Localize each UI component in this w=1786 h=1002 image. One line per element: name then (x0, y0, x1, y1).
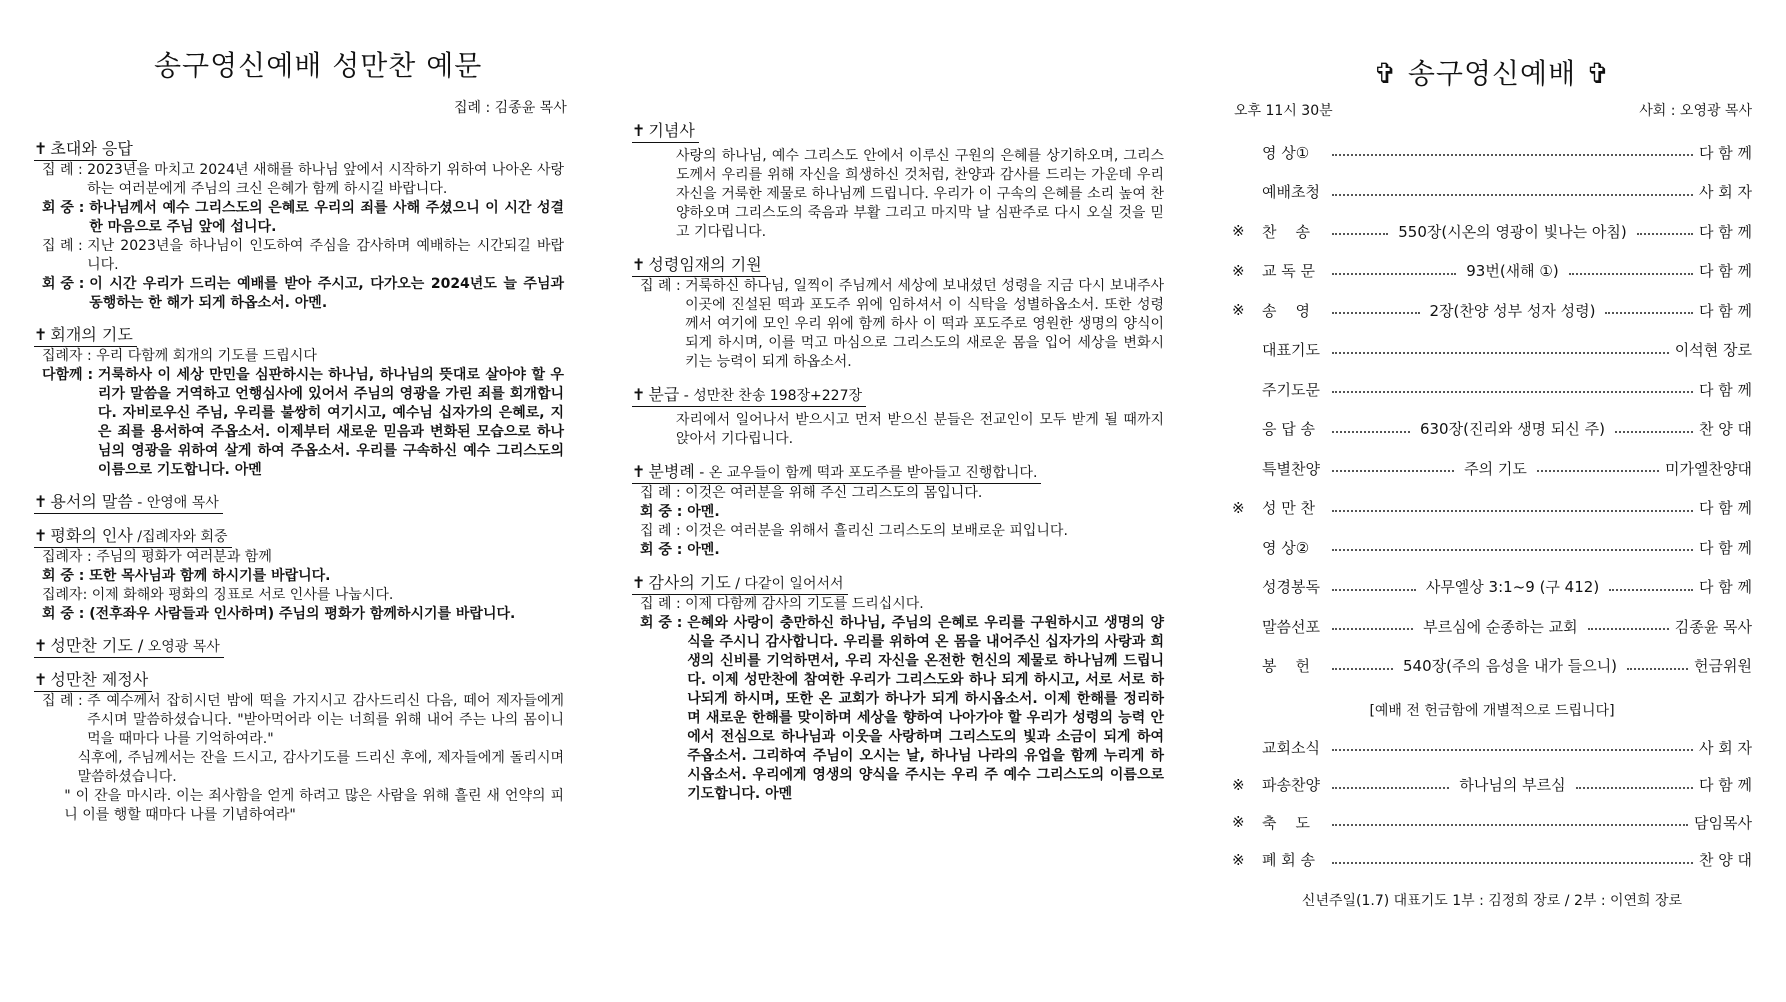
speaker-label: 회 중 : (640, 504, 688, 520)
liturgy-line (42, 586, 564, 605)
speaker-label: 집 례 : (640, 485, 686, 501)
liturgy-text: 이제 화해와 평화의 징표로 서로 인사를 나눕시다. (91, 587, 394, 603)
order-item-name: 봉 헌 (1262, 657, 1311, 675)
liturgy-line (640, 595, 1164, 614)
order-item-name: 폐 회 송 (1262, 851, 1316, 869)
liturgy-text: 주 예수께서 잡히시던 밤에 떡을 가지시고 감사드리신 다음, 떼어 제자들에게 주시며 말씀하셨습니다. "받아먹어라 이는 너희를 위해 내어 주는 나의 몸이니 먹을 때마다 나를 기억하여라." (87, 693, 564, 747)
required-mark: ※ (1232, 498, 1245, 517)
cross-icon: ✝ (34, 526, 48, 545)
section-heading (632, 382, 866, 407)
order-item-person: 사 회 자 (1698, 738, 1752, 757)
liturgy-text: 이것은 여러분을 위해서 흘리신 그리스도의 보배로운 피입니다. (685, 523, 1068, 539)
speaker-label: 집례자 : (42, 549, 97, 565)
leader-dots (1637, 233, 1693, 235)
speaker-label: 회 중 : (42, 200, 90, 216)
section (632, 459, 1164, 560)
order-item-person: 다 함 께 (1698, 776, 1752, 794)
section-subtitle: /집례자와 회중 (132, 529, 228, 545)
liturgy-text: 2023년을 마치고 2024년 새해를 하나님 앞에서 시작하기 위하여 나아온 사랑하는 여러분에게 주님의 크신 은혜가 함께 하시길 바랍니다. (87, 162, 564, 197)
liturgy-line (42, 749, 564, 787)
leader-dots (1332, 510, 1693, 512)
liturgy-text: 아멘. (687, 504, 720, 520)
liturgy-line (42, 692, 564, 749)
cross-icon-left: ✞ (1373, 57, 1398, 90)
leader-dots (1537, 470, 1659, 472)
required-mark: ※ (1232, 775, 1245, 794)
order-item (1232, 496, 1752, 520)
section-subtitle: 오영광 목사 (143, 639, 220, 655)
order-item-detail: 사무엘상 3:1~9 (구 412) (1425, 578, 1600, 596)
order-item (1232, 575, 1752, 599)
section-title: 용서의 말씀 (50, 492, 133, 511)
leader-dots (1588, 628, 1669, 630)
order-item-name: 교 독 문 (1262, 262, 1316, 280)
order-item (1232, 654, 1752, 678)
liturgy-text: 지난 2023년을 하나님이 인도하여 주심을 감사하며 예배하는 시간되길 바랍니다. (87, 238, 564, 273)
order-item (1232, 338, 1752, 362)
cross-icon: ✝ (34, 492, 48, 511)
order-item (1232, 614, 1752, 638)
leader-dots (1569, 273, 1693, 275)
section-heading (632, 118, 699, 143)
order-item-name: 영 상① (1262, 143, 1310, 162)
section (34, 523, 564, 624)
leader-dots (1332, 391, 1693, 393)
order-item-name: 송 영 (1262, 301, 1311, 320)
section-subtitle: / 다같이 일어서서 (730, 576, 844, 592)
order-item-name: 축 도 (1262, 813, 1311, 832)
order-item-person: 사 회 자 (1698, 183, 1752, 201)
order-item-detail: 93번(새해 ①) (1466, 262, 1559, 280)
cross-icon: ✝ (632, 255, 646, 274)
liturgy-line (42, 787, 564, 825)
order-item (1232, 810, 1752, 834)
order-item-name: 성경봉독 (1262, 578, 1320, 596)
order-item-name: 특별찬양 (1262, 459, 1320, 478)
liturgy-text: (전후좌우 사람들과 인사하며) 주님의 평화가 함께하시기를 바랍니다. (89, 606, 516, 622)
order-item-person: 다 함 께 (1699, 301, 1753, 320)
leader-dots (1332, 352, 1669, 354)
section-title: 초대와 응답 (50, 139, 133, 158)
cross-icon: ✝ (632, 573, 646, 592)
leader-dots (1332, 862, 1693, 864)
section (632, 570, 1164, 804)
order-item (1232, 140, 1752, 164)
order-item (1232, 180, 1752, 204)
liturgy-text: 하나님께서 예수 그리스도의 은혜로 우리의 죄를 사해 주셨으니 이 시간 성결한 마음으로 주님 앞에 섭니다. (89, 200, 564, 235)
order-item (1232, 259, 1752, 283)
leader-dots (1332, 668, 1393, 670)
order-item-person: 찬 양 대 (1699, 420, 1753, 438)
leader-dots (1332, 233, 1388, 235)
section (34, 136, 564, 313)
section-title: 분급 (648, 385, 680, 404)
speaker-label: 회 중 : (640, 615, 688, 631)
leader-dots (1609, 589, 1693, 591)
section-title: 성령임재의 기원 (648, 255, 762, 274)
order-item-name: 응 답 송 (1262, 420, 1316, 438)
speaker-label: 집 례 : (42, 238, 88, 254)
leader-dots (1332, 824, 1688, 826)
order-title-text: 송구영신예배 (1407, 57, 1577, 90)
order-item-name: 찬 송 (1262, 222, 1311, 241)
order-item-detail: 630장(진리와 생명 되신 주) (1419, 420, 1606, 438)
leader-dots (1332, 431, 1410, 433)
order-item-name: 대표기도 (1262, 341, 1320, 359)
section-title: 성만찬 제정사 (50, 670, 149, 689)
order-item-person: 다 함 께 (1699, 222, 1753, 241)
order-item-person: 다 함 께 (1698, 143, 1752, 162)
section-heading (632, 570, 848, 595)
section-title: 기념사 (648, 121, 695, 140)
liturgy-text: 또한 목사님과 함께 하시기를 바랍니다. (89, 568, 331, 584)
service-leader: 사회 : 오영광 목사 (1639, 103, 1752, 119)
required-mark: ※ (1232, 301, 1245, 319)
liturgy-text: 은혜와 사랑이 충만하신 하나님, 주님의 은혜로 우리를 구원하시고 생명의 양식을 주시니 감사합니다. 우리를 위하여 온 몸을 내어주신 십자가의 사랑과 희생의 신비를 기억하면서, 우리 자신을 온전한 헌신의 제물로 하나님께 드립니다. 이제 성만찬에 참여한 우리가 그리스도와 하나 되게 하시고, 서로 서로 하나되게 하시며, 또한 온 교회가 하나가 되게 하시옵소서. 이제 한해를 정리하며 새로운 한해를 맞이하며 세상을 향하여 나아가야 할 우리가 성령의 능력 안에서 전심으로 하나님과 이웃을 사랑하며 그리스도의 빛과 소금이 되게 하여 주옵소서. 그리하여 주님이 오시는 날, 하나님 나라의 유업을 함께 누리게 하시옵소서. 우리에게 영생의 양식을 주시는 우리 주 예수 그리스도의 이름으로 기도합니다. 아멘 (687, 615, 1164, 802)
order-item-person: 김종윤 목사 (1674, 617, 1752, 636)
order-item (1232, 219, 1752, 243)
order-item-detail: 550장(시온의 영광이 빛나는 아침) (1398, 222, 1627, 241)
leader-dots (1332, 470, 1454, 472)
cross-icon: ✝ (34, 139, 48, 158)
speaker-label (42, 787, 64, 825)
liturgy-line (640, 614, 1164, 804)
service-time: 오후 11시 30분 (1234, 103, 1333, 119)
order-item (1232, 848, 1752, 872)
section-paragraph: 사랑의 하나님, 예수 그리스도 안에서 이루신 구원의 은혜를 상기하오며, 그리스도께서 우리를 위해 자신을 희생하신 것처럼, 찬양과 감사를 드리는 가운데 우리 자신을 거룩한 제물로 하나님께 드립니다. 우리가 이 구속의 은혜를 소리 높여 찬양하오며 그리스도의 죽음과 부활 그리고 마지막 날 심판주로 다시 오실 것을 믿고 기다립니다. (676, 148, 1164, 240)
section (34, 633, 564, 658)
liturgy-text: 주님의 평화가 여러분과 함께 (96, 549, 272, 565)
section-heading (34, 523, 232, 548)
leader-dots (1332, 312, 1420, 314)
required-mark: ※ (1232, 261, 1245, 280)
required-mark: ※ (1232, 813, 1245, 831)
liturgy-text: 거룩하신 하나님, 일찍이 주님께서 세상에 보내셨던 성령을 지금 다시 보내주사 이곳에 진설된 떡과 포도주 위에 임하셔서 이 식탁을 성별하옵소서. 또한 성령께서 여기에 모인 우리 위에 함께 하사 이 떡과 포도주로 영원한 생명의 양식이 되게 하시며, 이를 먹고 마심으로 그리스도의 새로운 몸을 입어 세상을 변화시키는 능력이 되게 하옵소서. (685, 278, 1164, 370)
offering-note: [예배 전 헌금함에 개별적으로 드립니다] (1369, 703, 1615, 719)
liturgy-line (640, 484, 1164, 503)
leader-dots (1605, 312, 1693, 314)
order-item (1232, 456, 1752, 480)
section (34, 489, 564, 514)
speaker-label: 집 례 : (42, 162, 88, 178)
cross-icon-right: ✞ (1586, 57, 1611, 90)
cross-icon: ✝ (632, 121, 646, 140)
liturgy-line (640, 541, 1164, 560)
order-item-name: 예배초청 (1262, 183, 1320, 201)
liturgy-text: 식후에, 주님께서는 잔을 드시고, 감사기도를 드리신 후에, 제자들에게 돌리시며 말씀하셨습니다. (77, 750, 564, 785)
required-mark: ※ (1232, 850, 1245, 869)
footer-note: 신년주일(1.7) 대표기도 1부 : 김정희 장로 / 2부 : 이연희 장로 (1301, 893, 1683, 909)
speaker-label: 집 례 : (640, 596, 686, 612)
section-subtitle: - 성만찬 찬송 198장+227장 (679, 388, 863, 404)
order-item-person: 다 함 께 (1698, 262, 1752, 280)
section-heading (632, 252, 766, 277)
order-item-name: 파송찬양 (1262, 776, 1320, 794)
leader-dots (1332, 194, 1693, 196)
section (632, 382, 1164, 449)
liturgy-line (42, 347, 564, 366)
order-of-worship (1232, 140, 1752, 900)
section-heading (34, 322, 137, 347)
liturgy-line (42, 275, 564, 313)
speaker-label: 회 중 : (640, 542, 688, 558)
section (34, 667, 564, 825)
section-heading (632, 459, 1041, 484)
liturgy-text: 거룩하사 이 세상 만민을 심판하시는 하나님, 하나님의 뜻대로 살아야 할 우리가 말씀을 거역하고 언행심사에 있어서 주님의 영광을 가린 죄를 회개합니다. 자비로우신 주님, 우리를 불쌍히 여기시고, 예수님 십자가의 은혜로, 지은 죄를 용서하여 주옵소서. 이제부터 새로운 믿음과 변화된 모습으로 하나님의 영광을 위하여 살게 하여 주옵소서. 우리를 구속하신 예수 그리스도의 이름으로 기도합니다. 아멘 (97, 367, 564, 478)
liturgy-text: 이제 다함께 감사의 기도를 드리십시다. (685, 596, 924, 612)
order-title (1232, 52, 1752, 92)
leader-dots (1332, 589, 1416, 591)
section-title: 분병례 (648, 462, 695, 481)
liturgy-text: 이 시간 우리가 드리는 예배를 받아 주시고, 다가오는 2024년도 늘 주님과 동행하는 한 해가 되게 하옵소서. 아멘. (89, 276, 564, 311)
order-item-name: 주기도문 (1262, 380, 1320, 399)
order-item-detail: 주의 기도 (1464, 459, 1527, 478)
presider-label: 집례 : 김종윤 목사 (454, 100, 567, 116)
cross-icon: ✝ (34, 670, 48, 689)
liturgy-line (42, 161, 564, 199)
cross-icon: ✝ (632, 462, 646, 481)
leader-dots (1627, 668, 1688, 670)
order-item-person: 담임목사 (1694, 813, 1752, 832)
order-item (1232, 735, 1752, 759)
liturgy-line (42, 237, 564, 275)
order-item-detail: 540장(주의 음성을 내가 들으니) (1403, 657, 1618, 675)
liturgy-text: " 이 잔을 마시라. 이는 죄사함을 얻게 하려고 많은 사람을 위해 흘린 새 언약의 피니 이를 행할 때마다 나를 기념하여라" (64, 788, 564, 823)
order-item (1232, 773, 1752, 797)
liturgy-text: 우리 다함께 회개의 기도를 드립시다 (96, 348, 317, 364)
speaker-label: 집 례 : (640, 278, 686, 294)
order-item-name: 영 상② (1262, 538, 1310, 557)
liturgy-line (640, 522, 1164, 541)
order-item-person: 다 함 께 (1698, 380, 1752, 399)
order-item-person: 다 함 께 (1698, 499, 1752, 517)
speaker-label: 집 례 : (640, 523, 686, 539)
section-paragraph: 자리에서 일어나서 받으시고 먼저 받으신 분들은 전교인이 모두 받게 될 때까지 앉아서 기다립니다. (676, 412, 1164, 447)
liturgy-text: 아멘. (687, 542, 720, 558)
order-item-person: 헌금위원 (1694, 657, 1752, 675)
section-subtitle: - 안영애 목사 (132, 495, 219, 511)
leader-dots (1576, 787, 1693, 789)
leader-dots (1332, 549, 1693, 551)
section-heading (34, 667, 152, 692)
cross-icon: ✝ (34, 325, 48, 344)
required-mark: ※ (1232, 222, 1245, 240)
order-item-name: 성 만 찬 (1262, 499, 1316, 517)
left-body (34, 136, 564, 825)
section-title: 평화의 인사 (50, 526, 133, 545)
order-item-detail: 2장(찬양 성부 성자 성령) (1429, 301, 1596, 320)
liturgy-line (42, 567, 564, 586)
leader-dots (1332, 749, 1693, 751)
leader-dots (1332, 628, 1413, 630)
order-item-person: 미가엘찬양대 (1665, 459, 1752, 478)
liturgy-line (42, 605, 564, 624)
liturgy-line (640, 277, 1164, 372)
section (34, 322, 564, 480)
order-item (1232, 298, 1752, 322)
order-item-detail: 부르심에 순종하는 교회 (1423, 617, 1578, 636)
order-item-person: 찬 양 대 (1698, 851, 1752, 869)
liturgy-line (42, 548, 564, 567)
order-item-name: 말씀선포 (1262, 617, 1320, 636)
speaker-label: 다함께 : (42, 367, 98, 383)
section-heading (34, 136, 137, 161)
liturgy-line (42, 199, 564, 237)
speaker-label: 집례자: (42, 587, 92, 603)
cross-icon: ✝ (632, 385, 646, 404)
section (632, 118, 1164, 242)
left-title: 송구영신예배 성만찬 예문 (154, 49, 483, 82)
section-heading (34, 489, 223, 514)
order-item (1232, 377, 1752, 401)
section-subtitle: - 온 교우들이 함께 떡과 포도주를 받아들고 진행합니다. (694, 465, 1038, 481)
order-item-person: 다 함 께 (1698, 538, 1752, 557)
order-item-name: 교회소식 (1262, 738, 1320, 757)
order-item-person: 이석현 장로 (1674, 341, 1752, 359)
order-item (1232, 535, 1752, 559)
order-item-person: 다 함 께 (1699, 578, 1753, 596)
leader-dots (1332, 787, 1449, 789)
speaker-label: 회 중 : (42, 276, 90, 292)
section-title: 회개의 기도 (50, 325, 133, 344)
order-item-detail: 하나님의 부르심 (1459, 776, 1566, 794)
leader-dots (1332, 154, 1693, 156)
section-heading (34, 633, 224, 658)
speaker-label: 회 중 : (42, 568, 90, 584)
section-title: 성만찬 기도 / (50, 636, 144, 655)
section-title: 감사의 기도 (648, 573, 731, 592)
middle-body (632, 118, 1164, 804)
cross-icon: ✝ (34, 636, 48, 655)
speaker-label: 회 중 : (42, 606, 90, 622)
leader-dots (1332, 273, 1456, 275)
leader-dots (1615, 431, 1693, 433)
order-item (1232, 417, 1752, 441)
liturgy-text: 이것은 여러분을 위해 주신 그리스도의 몸입니다. (685, 485, 983, 501)
speaker-label (42, 749, 78, 787)
liturgy-line (42, 366, 564, 480)
speaker-label: 집례자 : (42, 348, 97, 364)
liturgy-line (640, 503, 1164, 522)
speaker-label: 집 례 : (42, 693, 88, 709)
section (632, 252, 1164, 372)
